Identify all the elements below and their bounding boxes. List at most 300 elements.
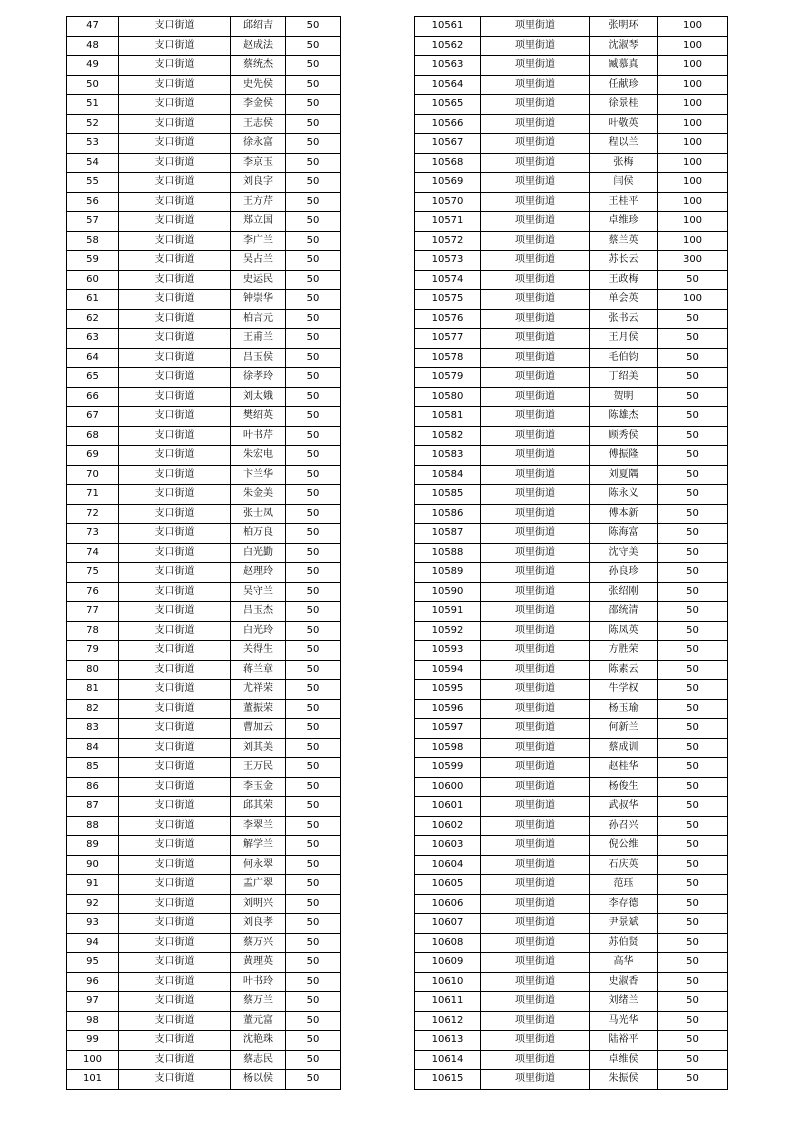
amount-cell: 50: [286, 758, 341, 778]
id-cell: 87: [67, 797, 119, 817]
table-row: [67, 114, 341, 134]
table-row: [67, 212, 341, 232]
id-cell: 10579: [415, 368, 481, 388]
amount-cell: 50: [286, 407, 341, 427]
district-cell: 项里街道: [481, 660, 590, 680]
table-row: [415, 719, 728, 739]
id-cell: 10602: [415, 816, 481, 836]
id-cell: 69: [67, 446, 119, 466]
name-cell: 张梅: [590, 153, 658, 173]
name-cell: 贺明: [590, 387, 658, 407]
id-cell: 10610: [415, 972, 481, 992]
district-cell: 项里街道: [481, 17, 590, 37]
name-cell: 赵成法: [231, 36, 286, 56]
id-cell: 58: [67, 231, 119, 251]
name-cell: 李存德: [590, 894, 658, 914]
id-cell: 10603: [415, 836, 481, 856]
district-cell: 项里街道: [481, 836, 590, 856]
amount-cell: 50: [286, 914, 341, 934]
id-cell: 10581: [415, 407, 481, 427]
district-cell: 支口街道: [119, 797, 231, 817]
id-cell: 10584: [415, 465, 481, 485]
amount-cell: 50: [286, 1050, 341, 1070]
district-cell: 项里街道: [481, 777, 590, 797]
district-cell: 支口街道: [119, 602, 231, 622]
name-cell: 石庆英: [590, 855, 658, 875]
district-cell: 支口街道: [119, 524, 231, 544]
table-row: [415, 270, 728, 290]
amount-cell: 300: [658, 251, 728, 271]
district-cell: 项里街道: [481, 231, 590, 251]
district-cell: 项里街道: [481, 56, 590, 76]
amount-cell: 50: [286, 329, 341, 349]
table-row: [415, 407, 728, 427]
district-cell: 支口街道: [119, 972, 231, 992]
id-cell: 57: [67, 212, 119, 232]
table-row: [67, 933, 341, 953]
district-cell: 支口街道: [119, 641, 231, 661]
name-cell: 苏伯贤: [590, 933, 658, 953]
amount-cell: 50: [286, 251, 341, 271]
district-cell: 项里街道: [481, 173, 590, 193]
name-cell: 杨玉瑜: [590, 699, 658, 719]
district-cell: 项里街道: [481, 933, 590, 953]
amount-cell: 50: [286, 36, 341, 56]
table-row: [415, 563, 728, 583]
id-cell: 10592: [415, 621, 481, 641]
district-cell: 项里街道: [481, 641, 590, 661]
id-cell: 66: [67, 387, 119, 407]
amount-cell: 50: [658, 270, 728, 290]
name-cell: 钟崇华: [231, 290, 286, 310]
amount-cell: 100: [658, 134, 728, 154]
table-row: [415, 173, 728, 193]
district-cell: 支口街道: [119, 543, 231, 563]
table-row: [67, 602, 341, 622]
amount-cell: 50: [286, 621, 341, 641]
name-cell: 陈永义: [590, 485, 658, 505]
name-cell: 程以兰: [590, 134, 658, 154]
amount-cell: 50: [286, 56, 341, 76]
id-cell: 10563: [415, 56, 481, 76]
id-cell: 51: [67, 95, 119, 115]
id-cell: 62: [67, 309, 119, 329]
id-cell: 10615: [415, 1070, 481, 1090]
id-cell: 70: [67, 465, 119, 485]
id-cell: 50: [67, 75, 119, 95]
id-cell: 72: [67, 504, 119, 524]
amount-cell: 50: [658, 1011, 728, 1031]
amount-cell: 50: [286, 231, 341, 251]
amount-cell: 50: [286, 368, 341, 388]
district-cell: 项里街道: [481, 699, 590, 719]
amount-cell: 50: [286, 972, 341, 992]
name-cell: 董元富: [231, 1011, 286, 1031]
name-cell: 赵桂华: [590, 758, 658, 778]
amount-cell: 50: [658, 602, 728, 622]
name-cell: 马光华: [590, 1011, 658, 1031]
name-cell: 何永翠: [231, 855, 286, 875]
district-cell: 支口街道: [119, 485, 231, 505]
amount-cell: 100: [658, 192, 728, 212]
amount-cell: 50: [286, 465, 341, 485]
id-cell: 10614: [415, 1050, 481, 1070]
district-cell: 项里街道: [481, 192, 590, 212]
id-cell: 84: [67, 738, 119, 758]
id-cell: 64: [67, 348, 119, 368]
amount-cell: 50: [286, 855, 341, 875]
id-cell: 61: [67, 290, 119, 310]
name-cell: 陈素云: [590, 660, 658, 680]
district-cell: 支口街道: [119, 719, 231, 739]
district-cell: 支口街道: [119, 563, 231, 583]
id-cell: 49: [67, 56, 119, 76]
table-row: [67, 387, 341, 407]
district-cell: 项里街道: [481, 465, 590, 485]
table-row: [67, 758, 341, 778]
district-cell: 支口街道: [119, 36, 231, 56]
table-row: [67, 875, 341, 895]
district-cell: 项里街道: [481, 894, 590, 914]
district-cell: 项里街道: [481, 329, 590, 349]
table-row: [67, 953, 341, 973]
table-row: [67, 173, 341, 193]
amount-cell: 50: [286, 602, 341, 622]
name-cell: 刘其美: [231, 738, 286, 758]
id-cell: 96: [67, 972, 119, 992]
name-cell: 闫侯: [590, 173, 658, 193]
table-row: [415, 17, 728, 37]
name-cell: 李广兰: [231, 231, 286, 251]
district-cell: 支口街道: [119, 1011, 231, 1031]
name-cell: 邱其荣: [231, 797, 286, 817]
district-cell: 项里街道: [481, 114, 590, 134]
table-row: [67, 660, 341, 680]
name-cell: 王方芹: [231, 192, 286, 212]
amount-cell: 50: [658, 914, 728, 934]
name-cell: 董振荣: [231, 699, 286, 719]
name-cell: 卓维珍: [590, 212, 658, 232]
district-cell: 支口街道: [119, 621, 231, 641]
amount-cell: 50: [286, 660, 341, 680]
table-row: [415, 309, 728, 329]
name-cell: 孙良珍: [590, 563, 658, 583]
table-row: [67, 56, 341, 76]
table-row: [415, 875, 728, 895]
name-cell: 曹加云: [231, 719, 286, 739]
table-row: [67, 641, 341, 661]
name-cell: 蔡万兰: [231, 992, 286, 1012]
table-row: [67, 797, 341, 817]
name-cell: 郑立国: [231, 212, 286, 232]
district-cell: 支口街道: [119, 504, 231, 524]
name-cell: 李京玉: [231, 153, 286, 173]
name-cell: 柏万良: [231, 524, 286, 544]
name-cell: 张明环: [590, 17, 658, 37]
amount-cell: 50: [658, 621, 728, 641]
name-cell: 李翠兰: [231, 816, 286, 836]
name-cell: 方胜荣: [590, 641, 658, 661]
id-cell: 10577: [415, 329, 481, 349]
district-cell: 项里街道: [481, 1050, 590, 1070]
id-cell: 89: [67, 836, 119, 856]
district-cell: 项里街道: [481, 212, 590, 232]
id-cell: 10596: [415, 699, 481, 719]
name-cell: 单会英: [590, 290, 658, 310]
id-cell: 98: [67, 1011, 119, 1031]
amount-cell: 50: [286, 270, 341, 290]
district-cell: 支口街道: [119, 387, 231, 407]
table-row: [67, 1070, 341, 1090]
id-cell: 10600: [415, 777, 481, 797]
id-cell: 10575: [415, 290, 481, 310]
district-cell: 项里街道: [481, 914, 590, 934]
table-row: [67, 543, 341, 563]
amount-cell: 50: [658, 699, 728, 719]
name-cell: 解学兰: [231, 836, 286, 856]
name-cell: 沈艳珠: [231, 1031, 286, 1051]
table-row: [67, 485, 341, 505]
district-cell: 支口街道: [119, 270, 231, 290]
amount-cell: 50: [658, 563, 728, 583]
district-cell: 项里街道: [481, 758, 590, 778]
district-cell: 支口街道: [119, 173, 231, 193]
id-cell: 88: [67, 816, 119, 836]
district-cell: 支口街道: [119, 251, 231, 271]
amount-cell: 50: [658, 524, 728, 544]
amount-cell: 100: [658, 36, 728, 56]
name-cell: 叶书玲: [231, 972, 286, 992]
id-cell: 100: [67, 1050, 119, 1070]
id-cell: 10580: [415, 387, 481, 407]
amount-cell: 50: [286, 875, 341, 895]
amount-cell: 50: [286, 680, 341, 700]
district-cell: 支口街道: [119, 95, 231, 115]
amount-cell: 50: [286, 543, 341, 563]
name-cell: 蔡志民: [231, 1050, 286, 1070]
table-row: [67, 699, 341, 719]
amount-cell: 50: [286, 777, 341, 797]
name-cell: 蔡统杰: [231, 56, 286, 76]
amount-cell: 100: [658, 114, 728, 134]
district-cell: 支口街道: [119, 368, 231, 388]
amount-cell: 50: [286, 153, 341, 173]
name-cell: 孙召兴: [590, 816, 658, 836]
id-cell: 10571: [415, 212, 481, 232]
amount-cell: 50: [286, 1070, 341, 1090]
name-cell: 朱金美: [231, 485, 286, 505]
amount-cell: 50: [286, 1011, 341, 1031]
name-cell: 赵理玲: [231, 563, 286, 583]
amount-cell: 50: [658, 797, 728, 817]
name-cell: 蔡兰英: [590, 231, 658, 251]
table-row: [67, 836, 341, 856]
amount-cell: 100: [658, 75, 728, 95]
name-cell: 牛学权: [590, 680, 658, 700]
id-cell: 10573: [415, 251, 481, 271]
table-row: [67, 329, 341, 349]
table-row: [67, 777, 341, 797]
id-cell: 10570: [415, 192, 481, 212]
name-cell: 张书云: [590, 309, 658, 329]
amount-cell: 50: [658, 933, 728, 953]
name-cell: 蔡万兴: [231, 933, 286, 953]
table-left-body: [67, 17, 341, 1090]
table-row: [67, 426, 341, 446]
name-cell: 陆裕平: [590, 1031, 658, 1051]
id-cell: 10564: [415, 75, 481, 95]
id-cell: 81: [67, 680, 119, 700]
name-cell: 柏言元: [231, 309, 286, 329]
amount-cell: 50: [658, 972, 728, 992]
table-row: [415, 992, 728, 1012]
amount-cell: 50: [286, 738, 341, 758]
table-row: [67, 348, 341, 368]
table-row: [415, 192, 728, 212]
name-cell: 沈淑琴: [590, 36, 658, 56]
district-cell: 支口街道: [119, 855, 231, 875]
table-row: [67, 680, 341, 700]
amount-cell: 50: [286, 446, 341, 466]
table-row: [415, 972, 728, 992]
amount-cell: 50: [658, 816, 728, 836]
amount-cell: 50: [658, 368, 728, 388]
table-row: [67, 290, 341, 310]
district-cell: 项里街道: [481, 855, 590, 875]
table-row: [67, 524, 341, 544]
table-row: [415, 680, 728, 700]
name-cell: 范珏: [590, 875, 658, 895]
id-cell: 10561: [415, 17, 481, 37]
name-cell: 黄理英: [231, 953, 286, 973]
amount-cell: 50: [286, 641, 341, 661]
amount-cell: 100: [658, 95, 728, 115]
name-cell: 倪公维: [590, 836, 658, 856]
name-cell: 任献珍: [590, 75, 658, 95]
district-cell: 支口街道: [119, 407, 231, 427]
table-row: [67, 134, 341, 154]
district-cell: 支口街道: [119, 582, 231, 602]
id-cell: 73: [67, 524, 119, 544]
table-row: [415, 231, 728, 251]
table-row: [67, 17, 341, 37]
table-row: [415, 504, 728, 524]
id-cell: 10597: [415, 719, 481, 739]
name-cell: 高华: [590, 953, 658, 973]
table-row: [67, 270, 341, 290]
district-cell: 支口街道: [119, 992, 231, 1012]
id-cell: 68: [67, 426, 119, 446]
amount-cell: 50: [658, 758, 728, 778]
name-cell: 关得生: [231, 641, 286, 661]
table-row: [415, 777, 728, 797]
district-cell: 项里街道: [481, 290, 590, 310]
id-cell: 99: [67, 1031, 119, 1051]
amount-cell: 50: [286, 95, 341, 115]
amount-cell: 50: [658, 465, 728, 485]
name-cell: 杨俊生: [590, 777, 658, 797]
district-cell: 支口街道: [119, 680, 231, 700]
district-cell: 支口街道: [119, 231, 231, 251]
name-cell: 徐永富: [231, 134, 286, 154]
district-cell: 支口街道: [119, 446, 231, 466]
name-cell: 丁绍美: [590, 368, 658, 388]
name-cell: 杨以侯: [231, 1070, 286, 1090]
district-cell: 支口街道: [119, 114, 231, 134]
district-cell: 支口街道: [119, 153, 231, 173]
name-cell: 武叔华: [590, 797, 658, 817]
district-cell: 支口街道: [119, 75, 231, 95]
table-row: [67, 368, 341, 388]
amount-cell: 100: [658, 231, 728, 251]
table-row: [415, 816, 728, 836]
id-cell: 93: [67, 914, 119, 934]
district-cell: 项里街道: [481, 563, 590, 583]
id-cell: 10576: [415, 309, 481, 329]
id-cell: 71: [67, 485, 119, 505]
name-cell: 吕玉侯: [231, 348, 286, 368]
district-cell: 项里街道: [481, 1011, 590, 1031]
amount-cell: 50: [286, 485, 341, 505]
name-cell: 叶敬英: [590, 114, 658, 134]
id-cell: 95: [67, 953, 119, 973]
table-row: [67, 719, 341, 739]
district-cell: 支口街道: [119, 777, 231, 797]
amount-cell: 50: [658, 738, 728, 758]
table-row: [67, 407, 341, 427]
table-row: [67, 1050, 341, 1070]
district-cell: 支口街道: [119, 875, 231, 895]
district-cell: 支口街道: [119, 699, 231, 719]
district-cell: 支口街道: [119, 348, 231, 368]
table-row: [67, 855, 341, 875]
amount-cell: 50: [658, 680, 728, 700]
amount-cell: 50: [658, 777, 728, 797]
table-row: [415, 212, 728, 232]
amount-cell: 50: [658, 543, 728, 563]
amount-cell: 50: [658, 836, 728, 856]
id-cell: 10606: [415, 894, 481, 914]
id-cell: 10566: [415, 114, 481, 134]
district-cell: 支口街道: [119, 465, 231, 485]
name-cell: 刘良孝: [231, 914, 286, 934]
district-cell: 支口街道: [119, 933, 231, 953]
id-cell: 10583: [415, 446, 481, 466]
table-row: [67, 992, 341, 1012]
name-cell: 张绍刚: [590, 582, 658, 602]
table-row: [67, 75, 341, 95]
name-cell: 白光玲: [231, 621, 286, 641]
name-cell: 刘明兴: [231, 894, 286, 914]
district-cell: 项里街道: [481, 407, 590, 427]
name-cell: 蒋兰章: [231, 660, 286, 680]
amount-cell: 100: [658, 56, 728, 76]
district-cell: 支口街道: [119, 290, 231, 310]
id-cell: 56: [67, 192, 119, 212]
district-cell: 项里街道: [481, 348, 590, 368]
table-row: [415, 485, 728, 505]
name-cell: 尹景斌: [590, 914, 658, 934]
name-cell: 毛伯钧: [590, 348, 658, 368]
amount-cell: 50: [286, 816, 341, 836]
district-cell: 项里街道: [481, 95, 590, 115]
name-cell: 臧慕真: [590, 56, 658, 76]
table-row: [415, 251, 728, 271]
amount-cell: 50: [658, 504, 728, 524]
amount-cell: 50: [286, 719, 341, 739]
district-cell: 项里街道: [481, 816, 590, 836]
table-row: [67, 153, 341, 173]
